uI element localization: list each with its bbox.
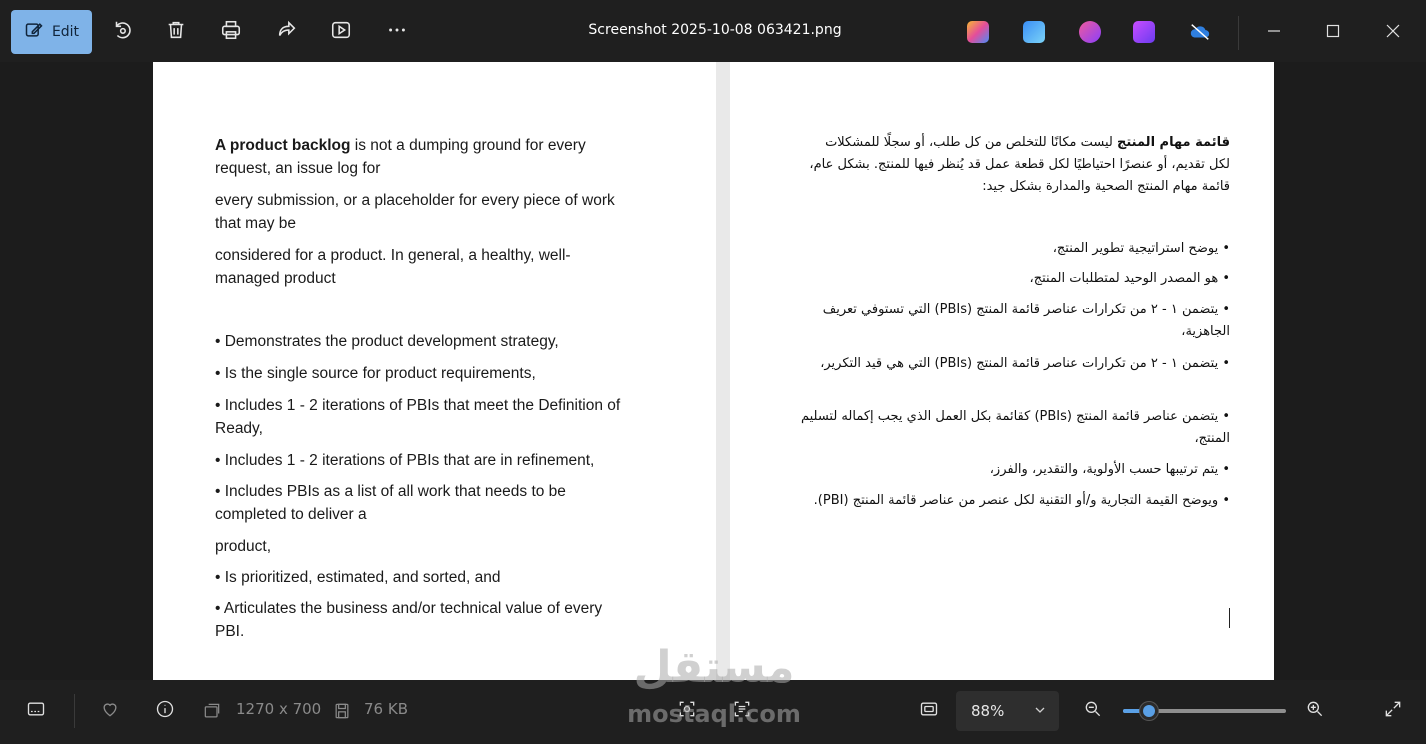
statusbar-divider: [74, 694, 75, 728]
disk-icon: [331, 700, 353, 722]
minimize-button[interactable]: [1258, 16, 1290, 48]
clipchamp-icon[interactable]: [1133, 21, 1155, 43]
file-info-button[interactable]: [152, 698, 178, 724]
maximize-icon: [1326, 23, 1340, 42]
watermark-arabic: مستقل: [633, 642, 795, 693]
dimensions-icon: [201, 700, 223, 722]
visual-search-button[interactable]: [674, 698, 700, 724]
trash-icon: [165, 19, 187, 45]
fit-to-screen-icon: [919, 699, 939, 723]
rotate-button[interactable]: [100, 10, 144, 54]
slideshow-button[interactable]: [319, 10, 363, 54]
text-cursor: [1229, 608, 1230, 628]
english-intro-line-3: considered for a product. In general, a healthy, well-managed product: [215, 247, 571, 287]
intro-bold-term: A product backlog: [215, 137, 351, 154]
copilot-icon[interactable]: [967, 21, 989, 43]
arabic-bullet: • يتضمن عناصر قائمة المنتج (PBIs) كقائمة بكل العمل الذي يجب إكماله لتسليم المنتج،: [800, 409, 1230, 446]
onedrive-off-icon[interactable]: [1188, 21, 1210, 43]
watermark-latin: mostaql.com: [627, 700, 801, 728]
arabic-page: [730, 62, 1274, 680]
english-bullet: • Includes 1 - 2 iterations of PBIs that are in refinement,: [215, 452, 595, 469]
toolbar-divider: [1238, 16, 1239, 50]
close-icon: [1386, 23, 1400, 42]
zoom-in-icon: [1305, 699, 1325, 723]
arabic-bullet: • يتضمن ١ - ٢ من تكرارات عناصر قائمة المنتج (PBIs) التي تستوفي تعريف الجاهزية،: [822, 302, 1230, 339]
edit-label: Edit: [51, 24, 80, 40]
file-size: 76 KB: [364, 700, 408, 718]
english-intro-line-1: [215, 134, 625, 180]
minimize-icon: [1267, 23, 1281, 42]
arabic-bullet: • ويوضح القيمة التجارية و/أو التقنية لكل عنصر من عناصر قائمة المنتج (PBI).: [813, 493, 1230, 508]
arabic-bullet: • هو المصدر الوحيد لمتطلبات المنتج،: [1029, 271, 1230, 286]
image-viewport[interactable]: [0, 62, 1426, 680]
filmstrip-button[interactable]: [23, 698, 49, 724]
english-bullet: • Includes 1 - 2 iterations of PBIs that meet the Definition of Ready,: [215, 397, 621, 437]
expand-icon: [1383, 699, 1403, 723]
more-options-button[interactable]: [375, 10, 419, 54]
scan-text-icon: [732, 699, 752, 723]
full-screen-button[interactable]: [1380, 698, 1406, 724]
zoom-value: 88%: [971, 702, 1005, 720]
arabic-bullet: • يتضمن ١ - ٢ من تكرارات عناصر قائمة المنتج (PBIs) التي هي قيد التكرير،: [820, 356, 1230, 371]
english-bullet: product,: [215, 538, 272, 555]
photo-editor-icon[interactable]: [1023, 21, 1045, 43]
arabic-intro-rest: ليست مكانًا للتخلص من كل طلب، أو سجلًا للمشكلات لكل تقديم، أو عنصرًا احتياطيًا لكل قطعة عمل قد يُنظر فيها للمنتج. بشكل عام، قائمة مهام المنتج الصحية والمدارة بشكل جيد:: [809, 135, 1230, 194]
zoom-slider-thumb[interactable]: [1139, 701, 1159, 721]
share-icon: [276, 19, 298, 45]
close-button[interactable]: [1377, 16, 1409, 48]
play-icon: [330, 19, 352, 45]
maximize-button[interactable]: [1317, 16, 1349, 48]
english-bullet: • Is the single source for product requirements,: [215, 365, 536, 382]
arabic-intro-bold: قائمة مهام المنتج: [1116, 135, 1230, 150]
more-icon: [386, 19, 408, 45]
delete-button[interactable]: [154, 10, 198, 54]
english-bullet: • Demonstrates the product development strategy,: [215, 333, 559, 350]
heart-icon: [100, 699, 120, 723]
english-page: [153, 62, 716, 680]
scan-text-button[interactable]: [729, 698, 755, 724]
zoom-out-icon: [1083, 699, 1103, 723]
top-toolbar: [0, 0, 1426, 62]
visual-search-icon: [677, 699, 697, 723]
arabic-intro: [800, 132, 1230, 198]
intro-rest: is not a dumping ground for every request, an issue log for: [215, 137, 586, 177]
image-dimensions: 1270 x 700: [236, 700, 322, 718]
rotate-icon: [111, 19, 133, 45]
arabic-bullet: • يتم ترتيبها حسب الأولوية، والتقدير، والفرز،: [989, 462, 1230, 477]
page-divider: [716, 62, 730, 680]
chevron-down-icon: [1033, 703, 1047, 717]
print-button[interactable]: [209, 10, 253, 54]
zoom-level-dropdown[interactable]: [956, 691, 1059, 731]
printer-icon: [220, 19, 242, 45]
share-button[interactable]: [265, 10, 309, 54]
bottom-status-bar: [0, 680, 1426, 744]
zoom-out-button[interactable]: [1080, 698, 1106, 724]
actual-size-button[interactable]: [916, 698, 942, 724]
english-intro-line-2: every submission, or a placeholder for every piece of work that may be: [215, 192, 615, 232]
favorite-button[interactable]: [97, 698, 123, 724]
arabic-bullet: • يوضح استراتيجية تطوير المنتج،: [1052, 241, 1230, 256]
window-title: Screenshot 2025-10-08 063421.png: [588, 22, 842, 38]
info-icon: [155, 699, 175, 723]
english-bullet: • Includes PBIs as a list of all work that needs to be completed to deliver a: [215, 483, 566, 523]
edit-icon: [24, 20, 44, 44]
english-bullet: • Articulates the business and/or technical value of every PBI.: [215, 600, 603, 640]
zoom-in-button[interactable]: [1302, 698, 1328, 724]
edit-button[interactable]: [11, 10, 92, 54]
filmstrip-icon: [26, 699, 46, 723]
designer-icon[interactable]: [1079, 21, 1101, 43]
english-bullet: • Is prioritized, estimated, and sorted, and: [215, 569, 501, 586]
